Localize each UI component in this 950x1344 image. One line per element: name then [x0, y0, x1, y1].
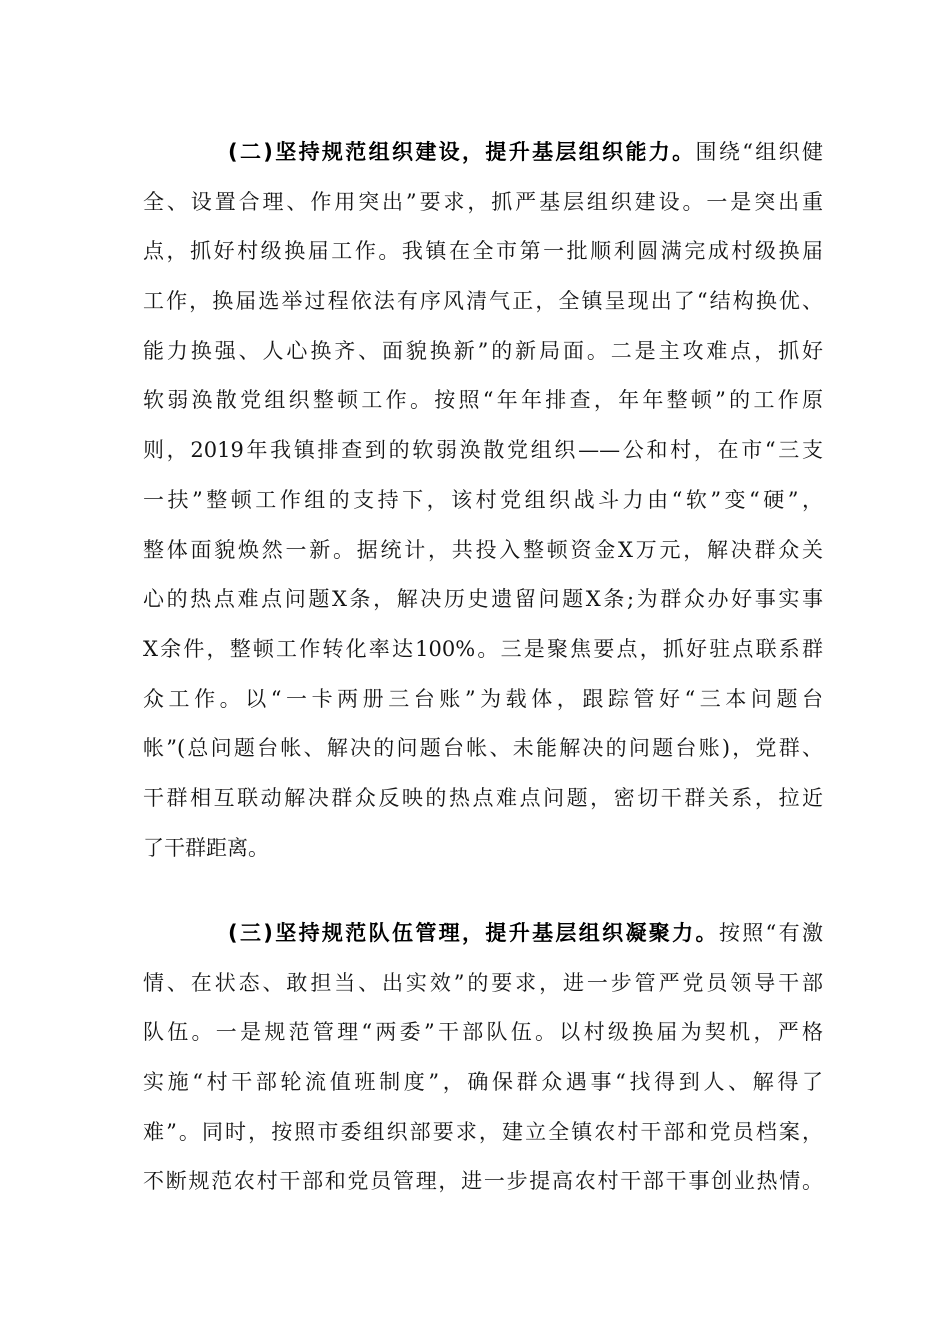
- section-heading: (三)坚持规范队伍管理，提升基层组织凝聚力。: [228, 921, 719, 945]
- paragraph-line: 全、设置合理、作用突出”要求，抓严基层组织建设。一是突出重: [143, 189, 823, 214]
- paragraph-line: 干群相互联动解决群众反映的热点难点问题，密切干群关系，拉近: [143, 785, 823, 810]
- paragraph-line: X余件，整顿工作转化率达100%。三是聚焦要点，抓好驻点联系群: [143, 636, 823, 661]
- paragraph-line: 不断规范农村干部和党员管理，进一步提高农村干部干事创业热情。: [143, 1169, 823, 1194]
- section-organization-building: [143, 128, 823, 873]
- paragraph-line: 软弱涣散党组织整顿工作。按照“年年排查，年年整顿”的工作原: [143, 388, 823, 413]
- section-team-management: [143, 909, 823, 1207]
- paragraph-line: 队伍。一是规范管理“两委”干部队伍。以村级换届为契机，严格: [143, 1020, 823, 1045]
- paragraph-line: 帐”(总问题台帐、解决的问题台帐、未能解决的问题台账)，党群、: [143, 736, 823, 761]
- paragraph-line: 难”。同时，按照市委组织部要求，建立全镇农村干部和党员档案，: [143, 1119, 823, 1144]
- paragraph-line: 心的热点难点问题X条，解决历史遗留问题X条;为群众办好事实事: [143, 587, 823, 612]
- paragraph-line: 点，抓好村级换届工作。我镇在全市第一批顺利圆满完成村级换届: [143, 239, 823, 264]
- section-heading: (二)坚持规范组织建设，提升基层组织能力。: [228, 140, 696, 164]
- paragraph-line: 能力换强、人心换齐、面貌换新”的新局面。二是主攻难点，抓好: [143, 338, 823, 363]
- paragraph-line: 了干群距离。: [143, 835, 269, 860]
- paragraph-line: 整体面貌焕然一新。据统计，共投入整顿资金X万元，解决群众关: [143, 537, 823, 562]
- paragraph-text: 按照“有激: [718, 921, 823, 945]
- paragraph-text: 围绕“组织健: [695, 140, 823, 164]
- paragraph-first-line: [143, 909, 823, 959]
- paragraph-line: 实施“村干部轮流值班制度”，确保群众遇事“找得到人、解得了: [143, 1070, 823, 1095]
- paragraph-line: 众工作。以“一卡两册三台账”为载体，跟踪管好“三本问题台: [143, 686, 823, 711]
- paragraph-line: 一扶”整顿工作组的支持下，该村党组织战斗力由“软”变“硬”，: [143, 487, 823, 512]
- paragraph-line: 则，2019年我镇排查到的软弱涣散党组织——公和村，在市“三支: [143, 438, 823, 463]
- paragraph-line: 工作，换届选举过程依法有序风清气正，全镇呈现出了“结构换优、: [143, 289, 823, 314]
- paragraph-first-line: [143, 128, 823, 178]
- paragraph-line: 情、在状态、敢担当、出实效”的要求，进一步管严党员领导干部: [143, 970, 823, 995]
